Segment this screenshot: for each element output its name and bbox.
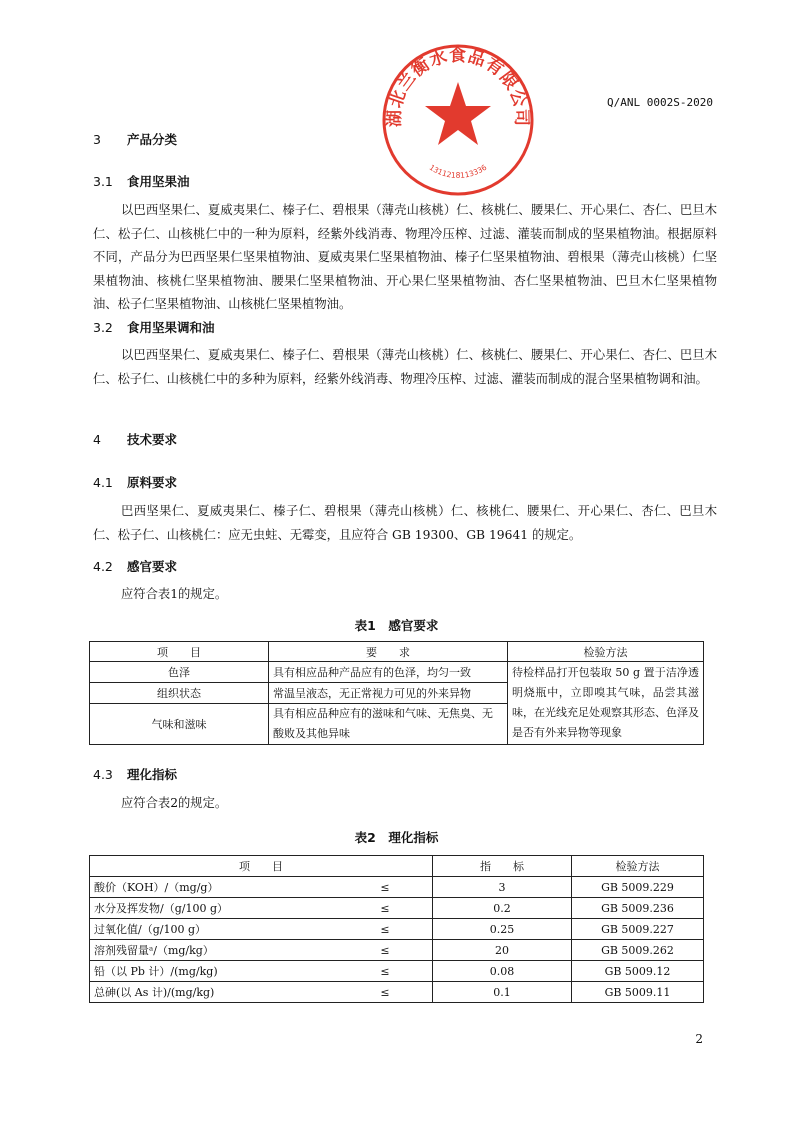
table-cell: GB 5009.11 xyxy=(572,982,704,1003)
section-3-1-heading: 3.1 食用坚果油 xyxy=(93,174,190,189)
column-header: 要 求 xyxy=(269,642,508,662)
company-seal xyxy=(378,40,538,200)
section-4-heading: 4 技术要求 xyxy=(93,432,178,447)
table-row xyxy=(90,961,704,982)
table-cell: ≤ xyxy=(338,919,433,940)
physicochemical-table xyxy=(89,855,704,1003)
table-cell: 具有相应品种应有的滋味和气味、无焦臭、无酸败及其他异味 xyxy=(269,704,508,745)
column-header: 项 目 xyxy=(90,642,269,662)
table-cell: ≤ xyxy=(338,877,433,898)
table-cell: 组织状态 xyxy=(90,683,269,704)
svg-text:1311218113336: 1311218113336 xyxy=(427,162,489,180)
section-4-2-paragraph: 应符合表1的规定。 xyxy=(121,587,228,601)
column-header: 指 标 xyxy=(433,856,572,877)
section-3-heading: 3 产品分类 xyxy=(93,132,178,147)
table-row xyxy=(90,919,704,940)
standard-code: Q/ANL 0002S-2020 xyxy=(607,96,713,109)
section-3-2-paragraph: 以巴西坚果仁、夏威夷果仁、榛子仁、碧根果（薄壳山核桃）仁、核桃仁、腰果仁、开心果仁、杏仁、巴旦木仁、松子仁、山核桃仁中的多种为原料，经紫外线消毒、物理冷压榨、过滤、灌装而制成的混合坚果植物调和油。 xyxy=(93,348,717,386)
table-cell: 过氧化值/（g/100 g） xyxy=(90,919,339,940)
star-icon xyxy=(425,82,491,145)
table-cell: 酸价（KOH）/（mg/g） xyxy=(90,877,339,898)
table-header-row xyxy=(90,642,704,662)
column-header: 检验方法 xyxy=(508,642,704,662)
table2-caption: 表2 理化指标 xyxy=(354,830,439,845)
table-row xyxy=(90,877,704,898)
page-number: 2 xyxy=(695,1032,703,1046)
table-row xyxy=(90,940,704,961)
table-cell: 0.08 xyxy=(433,961,572,982)
section-4-1-paragraph: 巴西坚果仁、夏威夷果仁、榛子仁、碧根果（薄壳山核桃）仁、核桃仁、腰果仁、开心果仁、杏仁、巴旦木仁、松子仁、山核桃仁：应无虫蛀、无霉变，且应符合 GB 19300、GB 19641 的规定。 xyxy=(93,504,717,542)
table-cell: 3 xyxy=(433,877,572,898)
table-row xyxy=(90,982,704,1003)
section-4-3-heading: 4.3 理化指标 xyxy=(93,767,178,782)
table-cell: ≤ xyxy=(338,940,433,961)
column-header: 项 目 xyxy=(90,856,433,877)
table-cell: 具有相应品种产品应有的色泽，均匀一致 xyxy=(269,662,508,683)
table-cell: ≤ xyxy=(338,961,433,982)
table-cell: ≤ xyxy=(338,982,433,1003)
table-cell: GB 5009.229 xyxy=(572,877,704,898)
table-cell: 溶剂残留量ᵃ/（mg/kg） xyxy=(90,940,339,961)
table-cell: GB 5009.236 xyxy=(572,898,704,919)
test-method-cell: 待检样品打开包装取 50 g 置于洁净透明烧瓶中，立即嗅其气味，品尝其滋味，在光线充足处观察其形态、色泽及是否有外来异物等现象 xyxy=(508,662,704,745)
table-cell: GB 5009.12 xyxy=(572,961,704,982)
table-cell: 0.1 xyxy=(433,982,572,1003)
section-4-3-paragraph: 应符合表2的规定。 xyxy=(121,796,228,810)
column-header: 检验方法 xyxy=(572,856,704,877)
table-row xyxy=(90,662,704,683)
table-cell: 总砷(以 As 计)/(mg/kg) xyxy=(90,982,339,1003)
table-row xyxy=(90,898,704,919)
table-cell: GB 5009.227 xyxy=(572,919,704,940)
sensory-table xyxy=(89,641,704,745)
table1-caption: 表1 感官要求 xyxy=(354,618,439,633)
table-cell: 色泽 xyxy=(90,662,269,683)
svg-text:湖北兰衡水食品有限公司: 湖北兰衡水食品有限公司 xyxy=(384,45,532,128)
table-cell: 0.2 xyxy=(433,898,572,919)
table-cell: 20 xyxy=(433,940,572,961)
table-cell: 气味和滋味 xyxy=(90,704,269,745)
section-3-2-heading: 3.2 食用坚果调和油 xyxy=(93,320,215,335)
section-4-2-heading: 4.2 感官要求 xyxy=(93,559,178,574)
table-cell: ≤ xyxy=(338,898,433,919)
section-3-1-paragraph: 以巴西坚果仁、夏威夷果仁、榛子仁、碧根果（薄壳山核桃）仁、核桃仁、腰果仁、开心果仁、杏仁、巴旦木仁、松子仁、山核桃仁中的一种为原料，经紫外线消毒、物理冷压榨、过滤、灌装而制成的坚果植物油。根据原料不同，产品分为巴西坚果仁坚果植物油、夏威夷果仁坚果植物油、榛子仁坚果植物油、碧根果（薄壳山核桃）仁坚果植物油、核桃仁坚果植物油、腰果仁坚果植物油、开心果仁坚果植物油、杏仁坚果植物油、巴旦木仁坚果植物油、松子仁坚果植物油、山核桃仁坚果植物油。 xyxy=(93,203,717,311)
table-cell: 常温呈液态，无正常视力可见的外来异物 xyxy=(269,683,508,704)
table-header-row xyxy=(90,856,704,877)
table-cell: GB 5009.262 xyxy=(572,940,704,961)
section-4-1-heading: 4.1 原料要求 xyxy=(93,475,178,490)
table-cell: 水分及挥发物/（g/100 g） xyxy=(90,898,339,919)
table-cell: 0.25 xyxy=(433,919,572,940)
table-cell: 铅（以 Pb 计）/(mg/kg) xyxy=(90,961,339,982)
